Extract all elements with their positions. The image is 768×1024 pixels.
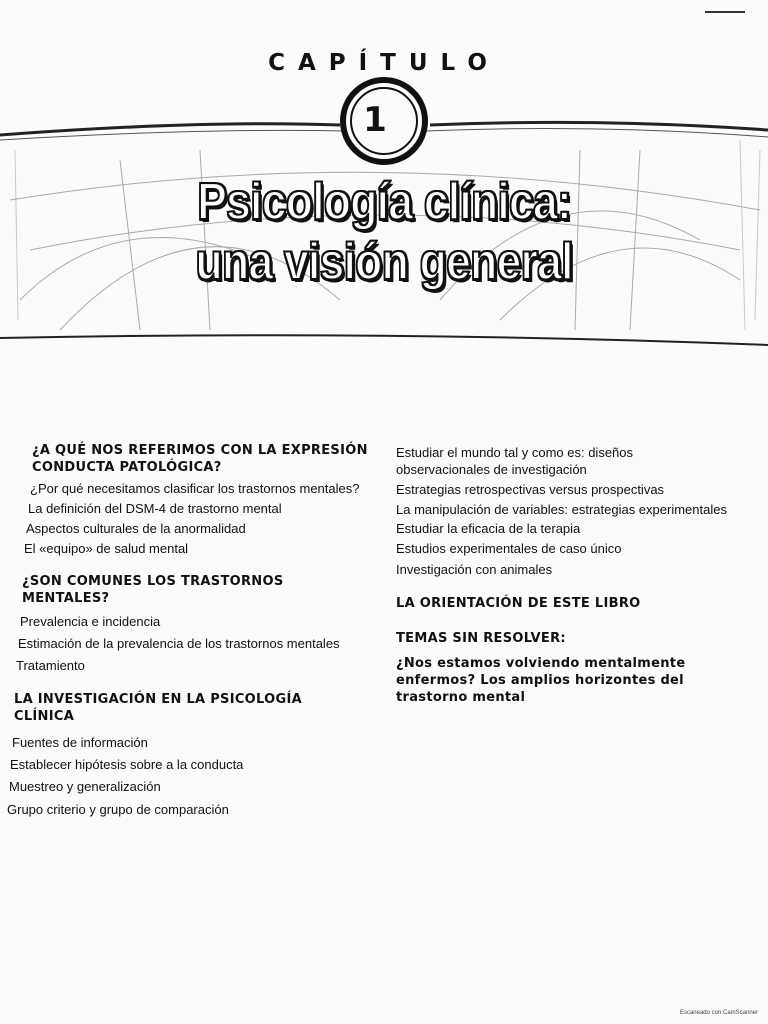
unresolved-topic: ¿Nos estamos volviendo mentalmente enfermos? Los amplios horizontes del trastorno mental bbox=[396, 656, 686, 705]
contents-item: Fuentes de información bbox=[12, 735, 148, 750]
contents-item: Estudiar el mundo tal y como es: diseños observacionales de investigación bbox=[396, 445, 634, 477]
contents-item: Estudiar la eficacia de la terapia bbox=[396, 521, 581, 536]
chapter-number: 1 bbox=[363, 100, 387, 140]
contents-item: Tratamiento bbox=[16, 658, 85, 673]
contents-item: Prevalencia e incidencia bbox=[20, 614, 161, 629]
contents-item: Investigación con animales bbox=[396, 562, 553, 577]
contents-item: Aspectos culturales de la anormalidad bbox=[26, 521, 246, 536]
section-heading-conducta-patologica: ¿A QUÉ NOS REFERIMOS CON LA EXPRESIÓN CONDUCTA PATOLÓGICA? bbox=[32, 443, 368, 475]
contents-item: Establecer hipótesis sobre a la conducta bbox=[10, 757, 244, 772]
chapter-label: CAPÍTULO bbox=[268, 50, 500, 76]
contents-item: Estudios experimentales de caso único bbox=[396, 541, 622, 556]
contents-item: Muestreo y generalización bbox=[9, 779, 161, 794]
chapter-banner bbox=[0, 0, 768, 350]
section-heading-trastornos-comunes: ¿SON COMUNES LOS TRASTORNOS MENTALES? bbox=[22, 574, 284, 606]
contents-item: La definición del DSM-4 de trastorno mental bbox=[28, 501, 282, 516]
contents-item: El «equipo» de salud mental bbox=[24, 541, 189, 556]
contents-item: ¿Por qué necesitamos clasificar los trastornos mentales? bbox=[30, 481, 360, 496]
section-heading-investigacion: LA INVESTIGACIÓN EN LA PSICOLOGÍA CLÍNICA bbox=[14, 692, 302, 724]
contents-item: La manipulación de variables: estrategias experimentales bbox=[396, 502, 727, 517]
chapter-title-line2: una visión general bbox=[195, 233, 573, 291]
scan-watermark: Escaneado con CamScanner bbox=[679, 1010, 758, 1016]
chapter-title-line1: Psicología clínica: bbox=[197, 173, 571, 231]
section-heading-orientacion: LA ORIENTACIÓN DE ESTE LIBRO bbox=[396, 596, 641, 611]
section-heading-temas-sin-resolver: TEMAS SIN RESOLVER: bbox=[396, 631, 566, 646]
contents-item: Estimación de la prevalencia de los trastornos mentales bbox=[18, 636, 340, 651]
contents-item: Grupo criterio y grupo de comparación bbox=[7, 802, 229, 817]
contents-item: Estrategias retrospectivas versus prospectivas bbox=[396, 482, 665, 497]
